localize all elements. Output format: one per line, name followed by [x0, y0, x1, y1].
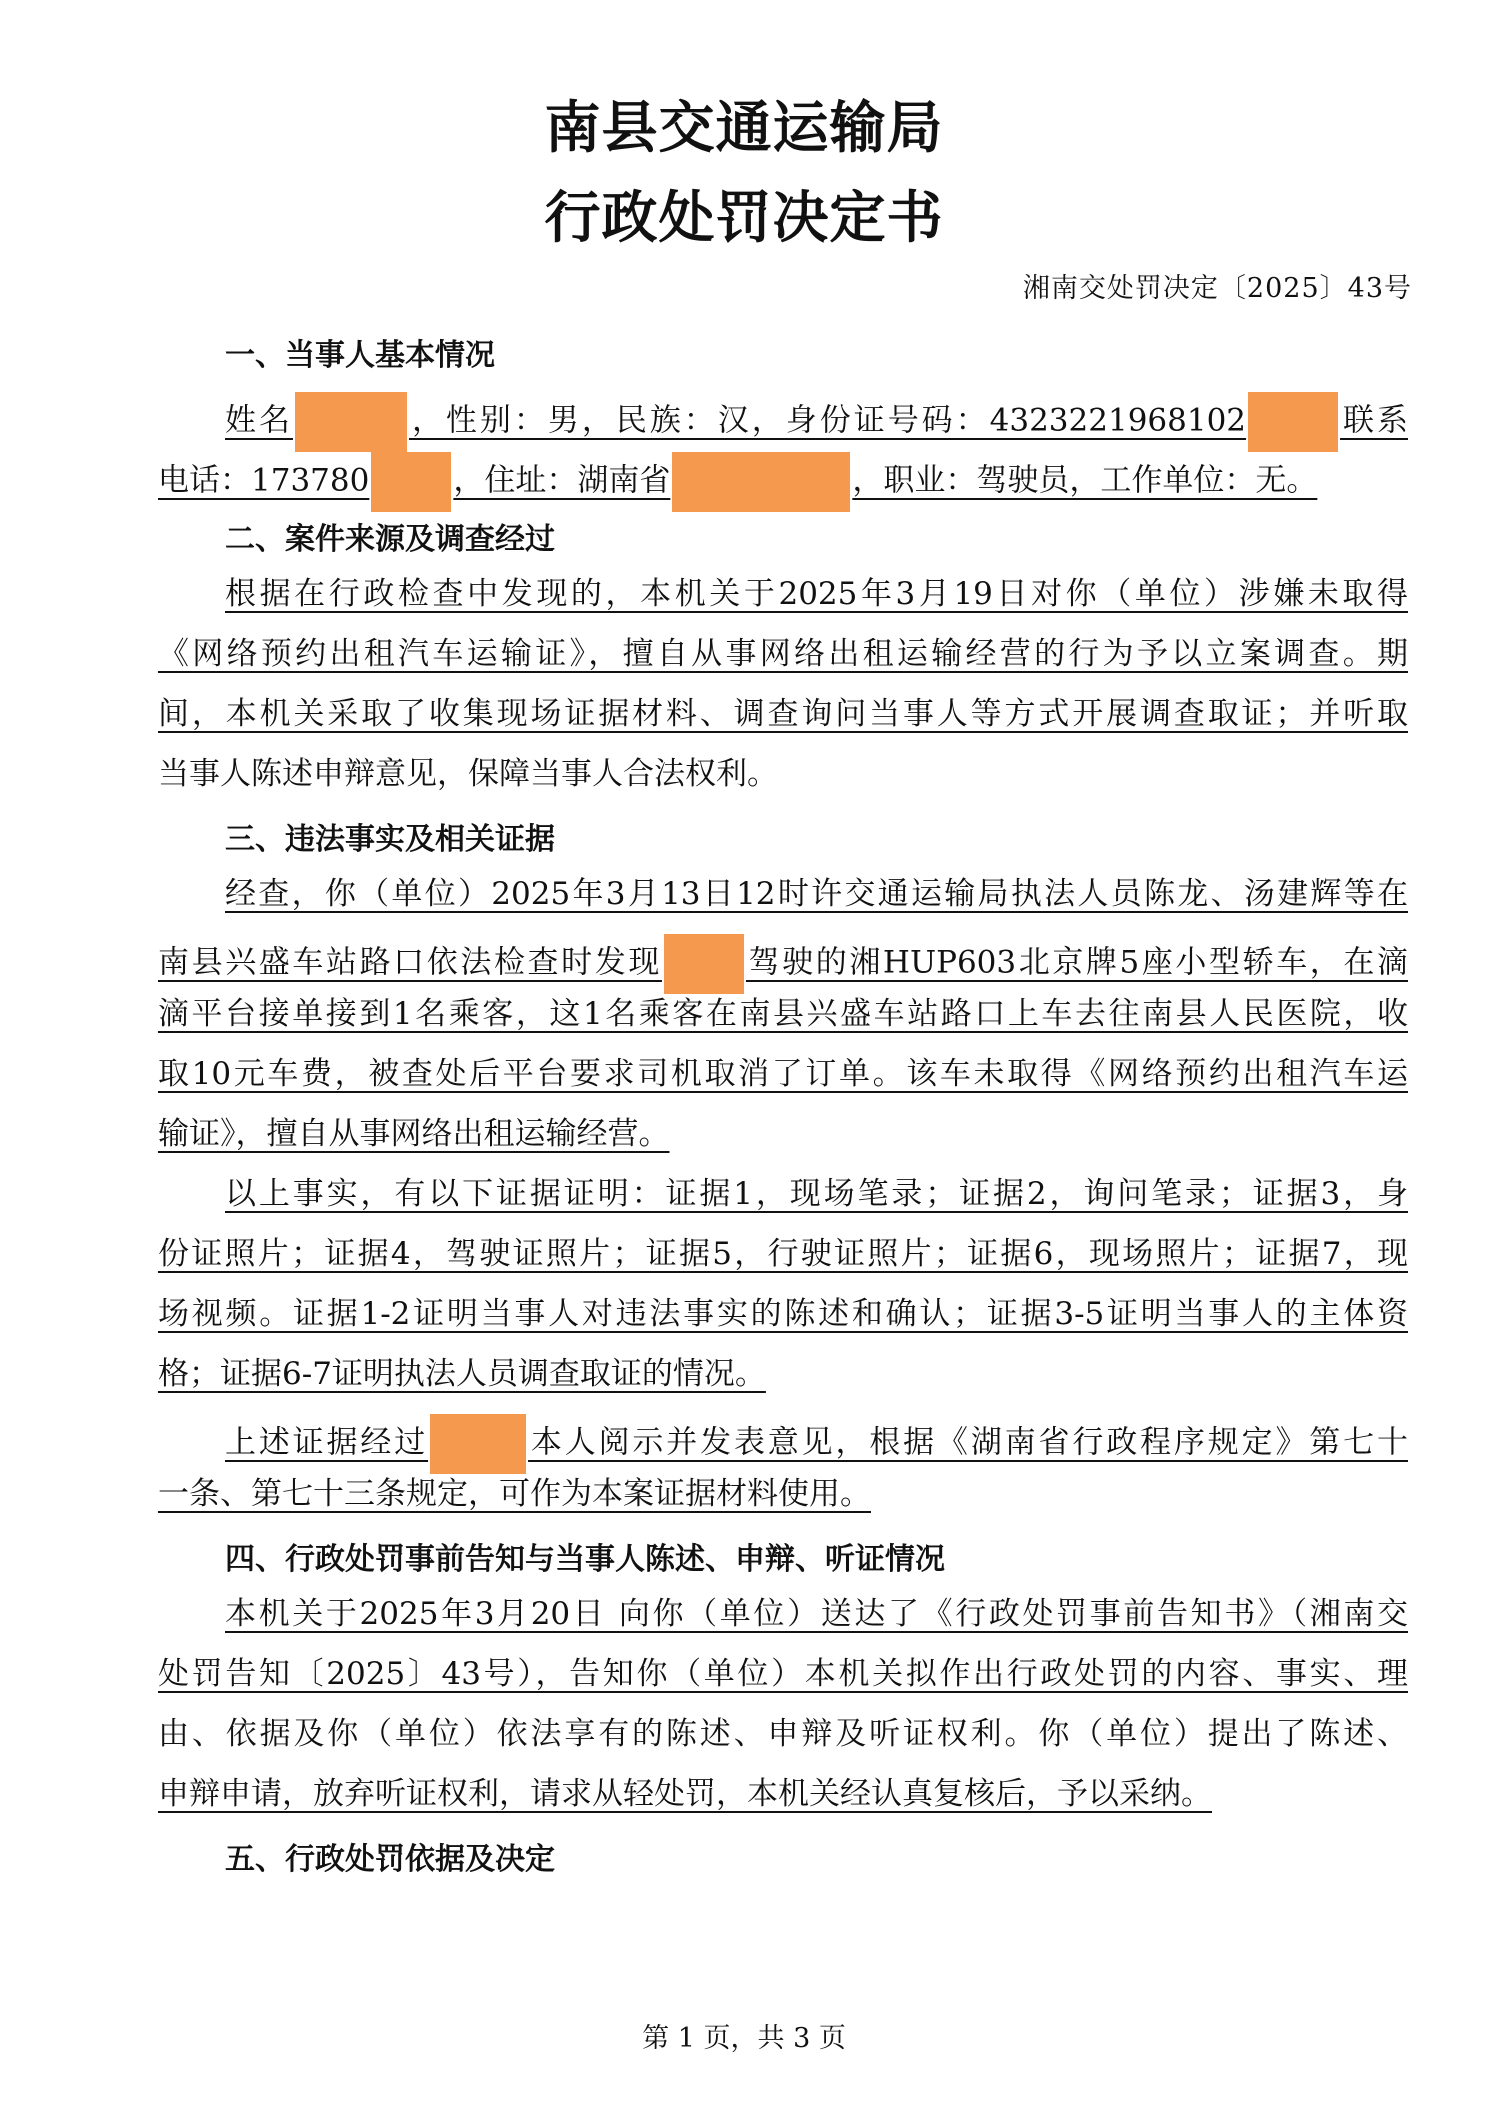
notice-line1: [225, 1594, 1408, 1634]
redaction-address: [672, 452, 850, 512]
case-source-text3: 间，本机关采取了收集现场证据材料、调查询问当事人等方式开展调查取证；并听取: [158, 696, 1408, 732]
contact-label: 联系: [1340, 402, 1409, 439]
section4-heading: 四、行政处罚事前告知与当事人陈述、申辩、听证情况: [225, 1542, 945, 1577]
evidence-line3: [158, 1294, 1408, 1334]
document-number: 湘南交处罚决定〔2025〕43号: [1022, 273, 1412, 304]
page-number: 第 1 页，共 3 页: [642, 2023, 846, 2054]
document-title: 行政处罚决定书: [544, 186, 944, 251]
case-source-line2: [158, 634, 1408, 674]
notice-line4: [158, 1774, 1408, 1814]
facts-text2a: 南县兴盛车站路口依法检查时发现: [158, 944, 662, 981]
section1-heading: 一、当事人基本情况: [225, 338, 495, 373]
evidence-line1: [225, 1174, 1408, 1214]
evidence-line4: [158, 1354, 1408, 1394]
redaction-driver-name: [664, 934, 744, 994]
case-source-text1: 根据在行政检查中发现的，本机关于2025年3月19日对你（单位）涉嫌未取得: [225, 576, 1408, 612]
facts-text1: 经查，你（单位）2025年3月13日12时许交通运输局执法人员陈龙、汤建辉等在: [225, 876, 1408, 912]
notice-text1: 本机关于2025年3月20日 向你（单位）送达了《行政处罚事前告知书》（湘南交: [225, 1596, 1408, 1632]
facts-text5: 输证》，擅自从事网络出租运输经营。: [158, 1116, 670, 1152]
review-text-c: 一条、第七十三条规定，可作为本案证据材料使用。: [158, 1476, 871, 1512]
notice-line3: [158, 1714, 1408, 1754]
redaction-phone: [371, 452, 451, 512]
evidence-line2: [158, 1234, 1408, 1274]
section3-heading: 三、违法事实及相关证据: [225, 822, 555, 857]
facts-text2b: 驾驶的湘HUP603北京牌5座小型轿车，在滴: [745, 944, 1408, 981]
review-text-b: 本人阅示并发表意见，根据《湖南省行政程序规定》第七十: [528, 1424, 1408, 1461]
notice-line2: [158, 1654, 1408, 1694]
case-source-line4: [158, 754, 1408, 794]
evidence-text4: 格；证据6-7证明执法人员调查取证的情况。: [158, 1356, 766, 1392]
redaction-name: [295, 392, 407, 452]
section2-heading: 二、案件来源及调查经过: [225, 522, 555, 557]
review-text-a: 上述证据经过: [225, 1424, 429, 1461]
notice-text3: 由、依据及你（单位）依法享有的陈述、申辩及听证权利。你（单位）提出了陈述、: [158, 1716, 1408, 1752]
party-info-line1: [225, 392, 1408, 452]
facts-text3: 滴平台接单接到1名乘客，这1名乘客在南县兴盛车站路口上车去往南县人民医院，收: [158, 996, 1408, 1032]
name-label: 姓名: [225, 402, 293, 439]
case-source-line3: [158, 694, 1408, 734]
evidence-text3: 场视频。证据1-2证明当事人对违法事实的陈述和确认；证据3-5证明当事人的主体资: [158, 1296, 1408, 1332]
facts-line5: [158, 1114, 1408, 1154]
facts-line4: [158, 1054, 1408, 1094]
notice-text2: 处罚告知〔2025〕43号），告知你（单位）本机关拟作出行政处罚的内容、事实、理: [158, 1656, 1408, 1692]
section5-heading: 五、行政处罚依据及决定: [225, 1842, 555, 1877]
party-info-text: ，性别：男，民族：汉，身份证号码：4323221968102: [408, 402, 1247, 439]
party-info-line2: [158, 452, 1408, 512]
facts-line1: [225, 874, 1408, 914]
evidence-review-line1: [225, 1414, 1408, 1474]
facts-line3: [158, 994, 1408, 1034]
evidence-review-line2: [158, 1474, 1408, 1514]
issuer-title: 南县交通运输局: [544, 96, 944, 161]
phone-label: 电话：173780: [158, 462, 370, 499]
redaction-id-number: [1248, 392, 1338, 452]
case-source-text4: 当事人陈述申辩意见，保障当事人合法权利。: [158, 756, 778, 792]
facts-text4: 取10元车费，被查处后平台要求司机取消了订单。该车未取得《网络预约出租汽车运: [158, 1056, 1408, 1092]
occupation-text: ，职业：驾驶员，工作单位：无。: [852, 462, 1318, 499]
facts-line2: [158, 934, 1408, 994]
case-source-text2: 《网络预约出租汽车运输证》，擅自从事网络出租运输经营的行为予以立案调查。期: [158, 636, 1408, 672]
case-source-line1: [225, 574, 1408, 614]
evidence-text1: 以上事实，有以下证据证明：证据1，现场笔录；证据2，询问笔录；证据3，身: [225, 1176, 1408, 1212]
notice-text4: 申辩申请，放弃听证权利，请求从轻处罚，本机关经认真复核后，予以采纳。: [158, 1776, 1212, 1812]
evidence-text2: 份证照片；证据4，驾驶证照片；证据5，行驶证照片；证据6，现场照片；证据7，现: [158, 1236, 1408, 1272]
address-label: ，住址：湖南省: [453, 462, 671, 499]
redaction-party-name: [430, 1414, 526, 1474]
